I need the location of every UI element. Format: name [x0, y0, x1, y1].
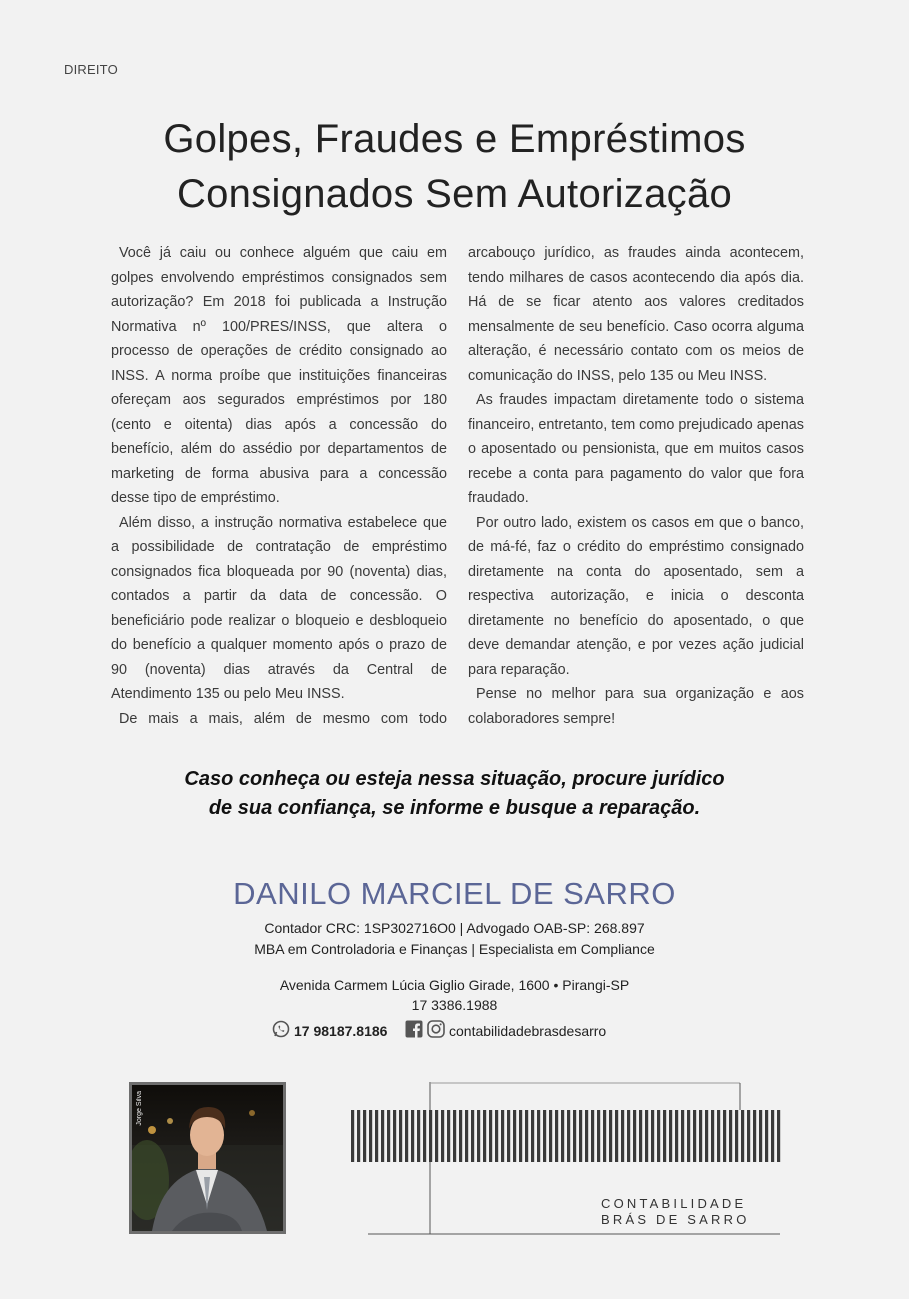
photo-credit: Jorge Silva: [136, 1091, 143, 1126]
barcode-stripe: [621, 1110, 624, 1162]
barcode-stripe: [399, 1110, 402, 1162]
title-line-2: Consignados Sem Autorização: [176, 172, 733, 216]
barcode-stripe: [381, 1110, 384, 1162]
paragraph: arcabouço jurídico, as fraudes ainda acontecem, tendo milhares de casos acontecendo dia após dia. Há de se ficar atento aos valores creditados mensalmente de seu benefício. Caso ocorra alguma alteração, é necessário contato com os meios de comunicação do INSS, pelo 135 ou Meu INSS.: [468, 245, 804, 384]
barcode-stripe: [417, 1110, 420, 1162]
article-title: [60, 112, 849, 222]
barcode-stripe: [447, 1110, 450, 1162]
barcode-stripe: [747, 1110, 750, 1162]
barcode-stripe: [429, 1110, 432, 1162]
barcode-stripe: [387, 1110, 390, 1162]
barcode-stripe: [561, 1110, 564, 1162]
whatsapp-contact[interactable]: [272, 1020, 387, 1041]
paragraph: Por outro lado, existem os casos em que o banco, de má-fé, faz o crédito do empréstimo consignado diretamente na conta do aposentado, sem a respectiva autorização, e inicia o desconta diretamente no benefício do aposentado, o que deve demandar atenção, e por vezes ação judicial para reparação.: [468, 514, 804, 678]
barcode-stripe: [435, 1110, 438, 1162]
barcode-stripe: [369, 1110, 372, 1162]
barcode-stripe: [567, 1110, 570, 1162]
barcode-stripe: [453, 1110, 456, 1162]
logo-text: [601, 1196, 750, 1228]
barcode-stripe: [765, 1110, 768, 1162]
barcode-stripe: [459, 1110, 462, 1162]
logo-line-1: CONTABILIDADE: [601, 1196, 747, 1211]
paragraph: Você já caiu ou conhece alguém que caiu em golpes envolvendo empréstimos consignados sem autorização? Em 2018 foi publicada a Instrução Normativa nº 100/PRES/INSS, que altera o processo de operações de crédito consignado ao INSS. A norma proíbe que instituições financeiras ofereçam aos segurados empréstimos por 180 (cento e oitenta) dias após a concessão do benefício, além do assédio por departamentos de marketing de forma abusiva para a concessão desse tipo de empréstimo.: [111, 245, 447, 506]
social-contact[interactable]: [405, 1020, 606, 1041]
barcode-stripe: [771, 1110, 774, 1162]
barcode-stripe: [375, 1110, 378, 1162]
left-column: [111, 241, 447, 731]
barcode-stripe: [603, 1110, 606, 1162]
title-line-1: Golpes, Fraudes e Empréstimos: [163, 117, 746, 161]
company-logo: [350, 1082, 790, 1236]
barcode-stripe: [669, 1110, 672, 1162]
author-photo: [129, 1082, 286, 1234]
author-credentials: Contador CRC: 1SP302716O0 | Advogado OAB-SP: 268.897: [264, 920, 645, 936]
barcode-stripe: [501, 1110, 504, 1162]
barcode-stripe: [549, 1110, 552, 1162]
barcode-stripe: [633, 1110, 636, 1162]
barcode-stripe: [759, 1110, 762, 1162]
barcode-stripe: [627, 1110, 630, 1162]
barcode-stripe: [489, 1110, 492, 1162]
barcode-stripe: [585, 1110, 588, 1162]
barcode-stripe: [753, 1110, 756, 1162]
barcode-stripe: [741, 1110, 744, 1162]
whatsapp-number: 17 98187.8186: [294, 1022, 388, 1039]
barcode-stripe: [531, 1110, 534, 1162]
barcode-stripe: [495, 1110, 498, 1162]
barcode-stripe: [609, 1110, 612, 1162]
author-name: DANILO MARCIEL DE SARRO: [233, 876, 676, 911]
barcode-stripe: [777, 1110, 780, 1162]
barcode-stripe: [537, 1110, 540, 1162]
photo-portrait: [132, 1085, 283, 1231]
section-tag: DIREITO: [64, 62, 118, 77]
barcode-stripe: [591, 1110, 594, 1162]
barcode-stripe: [507, 1110, 510, 1162]
logo-line-2: BRÁS DE SARRO: [601, 1212, 750, 1227]
callout: [100, 765, 809, 823]
barcode-stripe: [693, 1110, 696, 1162]
barcode-stripe: [477, 1110, 480, 1162]
barcode-stripe: [675, 1110, 678, 1162]
callout-line-1: Caso conheça ou esteja nessa situação, procure jurídico: [184, 768, 725, 790]
barcode-stripe: [579, 1110, 582, 1162]
barcode-stripe: [555, 1110, 558, 1162]
barcode-stripe: [681, 1110, 684, 1162]
barcode-stripe: [615, 1110, 618, 1162]
social-handle: contabilidadebrasdesarro: [449, 1022, 607, 1039]
barcode-stripe: [525, 1110, 528, 1162]
callout-line-2: de sua confiança, se informe e busque a reparação.: [208, 797, 701, 819]
author-education: MBA em Controladoria e Finanças | Especialista em Compliance: [254, 941, 655, 957]
barcode-stripe: [573, 1110, 576, 1162]
barcode-stripe: [357, 1110, 360, 1162]
barcode-stripe: [519, 1110, 522, 1162]
right-column: [468, 241, 804, 731]
paragraph: De mais a mais, além de mesmo com todo: [119, 710, 447, 727]
contact-row: [0, 1020, 909, 1042]
barcode-stripe: [639, 1110, 642, 1162]
barcode-stripe: [663, 1110, 666, 1162]
barcode-stripe: [483, 1110, 486, 1162]
barcode-stripe: [657, 1110, 660, 1162]
barcode-stripe: [651, 1110, 654, 1162]
barcode-stripe: [441, 1110, 444, 1162]
whatsapp-icon: [272, 1020, 290, 1041]
barcode-stripe: [645, 1110, 648, 1162]
barcode-stripe: [393, 1110, 396, 1162]
instagram-icon: [427, 1020, 445, 1041]
barcode-stripe: [351, 1110, 354, 1162]
barcode-stripe: [699, 1110, 702, 1162]
barcode-stripe: [363, 1110, 366, 1162]
author-phone: 17 3386.1988: [411, 997, 498, 1013]
barcode-stripe: [735, 1110, 738, 1162]
paragraph: Além disso, a instrução normativa estabelece que a possibilidade de contratação de empréstimo consignados fica bloqueada por 90 (noventa) dias, contados a partir da data de concessão. O beneficiário pode realizar o bloqueio e desbloqueio do benefício a qualquer momento após o prazo de 90 (noventa) dias através da Central de Atendimento 135 ou pelo Meu INSS.: [111, 514, 447, 702]
barcode-stripe: [729, 1110, 732, 1162]
barcode-stripe: [717, 1110, 720, 1162]
barcode-stripe: [471, 1110, 474, 1162]
barcode-stripe: [465, 1110, 468, 1162]
facebook-icon: [405, 1020, 423, 1041]
logo-barcode: [351, 1110, 780, 1162]
barcode-stripe: [711, 1110, 714, 1162]
barcode-stripe: [513, 1110, 516, 1162]
barcode-stripe: [597, 1110, 600, 1162]
barcode-stripe: [405, 1110, 408, 1162]
paragraph: Pense no melhor para sua organização e aos colaboradores sempre!: [468, 686, 804, 727]
barcode-stripe: [423, 1110, 426, 1162]
barcode-stripe: [543, 1110, 546, 1162]
author-address: Avenida Carmem Lúcia Giglio Girade, 1600 • Pirangi-SP: [279, 977, 630, 993]
barcode-stripe: [723, 1110, 726, 1162]
barcode-stripe: [411, 1110, 414, 1162]
barcode-stripe: [705, 1110, 708, 1162]
barcode-stripe: [687, 1110, 690, 1162]
paragraph: As fraudes impactam diretamente todo o sistema financeiro, entretanto, tem como prejudicado apenas o aposentado ou pensionista, que em muitos casos recebe a conta para pagamento do valor que fora fraudado.: [468, 392, 804, 506]
